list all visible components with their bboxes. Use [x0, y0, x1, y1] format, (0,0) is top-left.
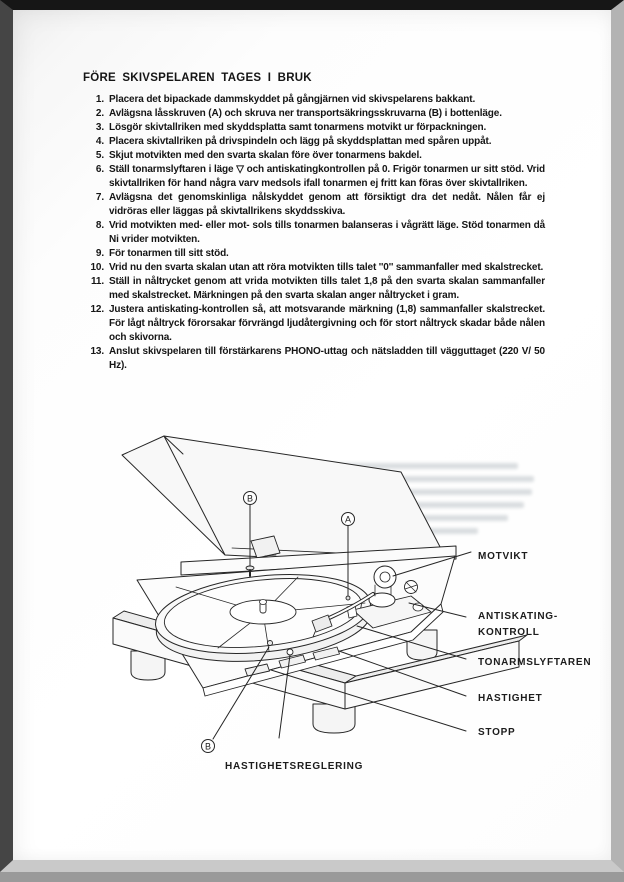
instruction-number: 9.: [95, 248, 104, 259]
instruction-text: Vrid nu den svarta skalan utan att röra motvikten tills talet ''0'' sammanfaller med skalstrecket.: [109, 262, 544, 273]
instruction-text: Lösgör skivtallriken med skyddsplatta samt tonarmens motvikt ur förpackningen.: [109, 122, 487, 133]
instruction-number: 4.: [95, 136, 104, 147]
instruction-text: Anslut skivspelaren till förstärkarens PHONO-uttag och nätsladden till vägguttaget (220 V/ 50 Hz).: [109, 346, 545, 371]
instruction-text: Avlägsna låsskruven (A) och skruva ner transportsäkringsskruvarna (B) i bottenläge.: [109, 108, 502, 119]
part-label-tonarmslyftaren: TONARMSLYFTAREN: [478, 657, 592, 668]
instruction-text: Skjut motvikten med den svarta skalan före över tonarmens bakdel.: [109, 150, 422, 161]
instruction-number: 5.: [95, 150, 104, 161]
instruction-text: Placera skivtallriken på drivspindeln och lägg på skyddsplattan med spåren uppåt.: [109, 136, 492, 147]
callout-marker-b-bottom: [202, 740, 215, 753]
instruction-number: 2.: [95, 108, 104, 119]
instruction-text: Placera det bipackade dammskyddet på gångjärnen vid skivspelarens bakkant.: [109, 94, 476, 105]
instruction-number: 10.: [90, 262, 104, 273]
instruction-text: För tonarmen till sitt stöd.: [109, 248, 229, 259]
dust-cover-lid: [122, 436, 450, 566]
page-title: FÖRE SKIVSPELAREN TAGES I BRUK: [83, 72, 312, 84]
part-label-line: KONTROLL: [478, 627, 540, 638]
speed-adjust-knob: [287, 649, 293, 655]
instruction-number: 7.: [95, 192, 104, 203]
instruction-text: Justera antiskating-kontrollen så, att motsvarande märkning (1,8) sammanfaller skalstrecket. För lågt nåltryck förorsakar förvrängd ljudåtergivning och för stort nåltryck skadar både nålen och skivorna.: [109, 304, 545, 343]
instruction-number: 6.: [95, 164, 104, 175]
instruction-number: 11.: [91, 276, 104, 287]
part-label-stopp: STOPP: [478, 727, 516, 738]
instruction-number: 8.: [95, 220, 104, 231]
page: [13, 10, 611, 860]
part-label-hastighetsreglering: HASTIGHETSREGLERING: [225, 761, 364, 772]
part-label-antiskating-kontroll: [478, 609, 558, 641]
instruction-number: 1.: [95, 94, 104, 105]
part-label-line: ANTISKATING-: [478, 611, 558, 622]
turntable-illustration: [13, 10, 624, 882]
instruction-number: 13.: [90, 346, 104, 357]
marker-letter: B: [246, 493, 254, 504]
marker-letter: B: [204, 741, 212, 752]
instruction-text: Vrid motvikten med- eller mot- sols tills tonarmen balanseras i vågrätt läge. Stöd tonarmen då Ni vrider motvikten.: [109, 220, 545, 245]
instruction-number: 12.: [90, 304, 104, 315]
instruction-number: 3.: [95, 122, 104, 133]
callout-marker-a: [342, 513, 355, 526]
part-label-motvikt: MOTVIKT: [478, 551, 529, 562]
callout-marker-b-top: [244, 492, 257, 505]
part-label-hastighet: HASTIGHET: [478, 693, 543, 704]
instruction-text: Avlägsna det genomskinliga nålskyddet genom att försiktigt dra det nedåt. Nålen får ej vidröras eller läggas på skivtallrikens skyddsskiva.: [109, 192, 545, 217]
instruction-text: Ställ in nåltrycket genom att vrida motvikten tills talet 1,8 på den svarta skalan sammanfaller med skalstrecket. Märkningen på den svarta skalan anger nåltrycket i gram.: [109, 276, 545, 301]
marker-letter: A: [344, 514, 352, 525]
instruction-text: Ställ tonarmslyftaren i läge ▽ och antiskatingkontrollen på 0. Frigör tonarmen ur sitt stöd. Vrid skivtallriken för hand några varv medsols ifall tonarmen ej fritt kan föras över skivtallriken.: [109, 164, 545, 189]
